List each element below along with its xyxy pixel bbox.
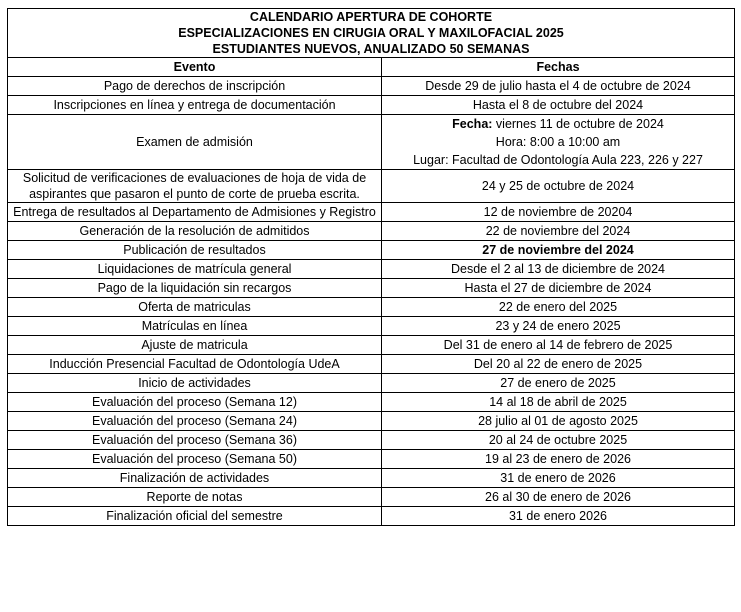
fecha-cell: 27 de noviembre del 2024 bbox=[382, 241, 735, 260]
fecha-cell: 31 de enero 2026 bbox=[382, 507, 735, 526]
exam-place-line: Lugar: Facultad de Odontología Aula 223, 226 y 227 bbox=[413, 153, 703, 167]
evento-cell: Evaluación del proceso (Semana 50) bbox=[8, 450, 382, 469]
fecha-cell: 28 julio al 01 de agosto 2025 bbox=[382, 412, 735, 431]
title-line-3: ESTUDIANTES NUEVOS, ANUALIZADO 50 SEMANAS bbox=[212, 42, 530, 56]
fecha-cell: 19 al 23 de enero de 2026 bbox=[382, 450, 735, 469]
table-row bbox=[8, 336, 735, 355]
evento-cell: Inicio de actividades bbox=[8, 374, 382, 393]
calendar-table bbox=[7, 8, 735, 526]
table-row bbox=[8, 222, 735, 241]
table-row bbox=[8, 279, 735, 298]
fecha-cell bbox=[382, 115, 735, 170]
evento-cell: Generación de la resolución de admitidos bbox=[8, 222, 382, 241]
fecha-cell: Del 20 al 22 de enero de 2025 bbox=[382, 355, 735, 374]
evento-cell: Evaluación del proceso (Semana 36) bbox=[8, 431, 382, 450]
table-row bbox=[8, 317, 735, 336]
table-row bbox=[8, 469, 735, 488]
evento-cell: Inscripciones en línea y entrega de documentación bbox=[8, 96, 382, 115]
table-row bbox=[8, 260, 735, 279]
evento-cell: Matrículas en línea bbox=[8, 317, 382, 336]
fecha-cell: 23 y 24 de enero 2025 bbox=[382, 317, 735, 336]
title-line-1: CALENDARIO APERTURA DE COHORTE bbox=[249, 10, 493, 24]
fecha-cell: Del 31 de enero al 14 de febrero de 2025 bbox=[382, 336, 735, 355]
fecha-cell: 20 al 24 de octubre 2025 bbox=[382, 431, 735, 450]
column-header-fechas: Fechas bbox=[382, 58, 735, 77]
table-row bbox=[8, 488, 735, 507]
fecha-cell: 22 de enero del 2025 bbox=[382, 298, 735, 317]
fecha-cell: 31 de enero de 2026 bbox=[382, 469, 735, 488]
evento-cell: Liquidaciones de matrícula general bbox=[8, 260, 382, 279]
table-row bbox=[8, 393, 735, 412]
fecha-cell: 24 y 25 de octubre de 2024 bbox=[382, 170, 735, 203]
column-header-row bbox=[8, 58, 735, 77]
table-row bbox=[8, 412, 735, 431]
evento-cell: Evaluación del proceso (Semana 12) bbox=[8, 393, 382, 412]
evento-cell: Pago de la liquidación sin recargos bbox=[8, 279, 382, 298]
fecha-cell: Hasta el 8 de octubre del 2024 bbox=[382, 96, 735, 115]
fecha-cell: 22 de noviembre del 2024 bbox=[382, 222, 735, 241]
table-row bbox=[8, 507, 735, 526]
evento-cell: Oferta de matriculas bbox=[8, 298, 382, 317]
table-row bbox=[8, 298, 735, 317]
table-row bbox=[8, 431, 735, 450]
table-row bbox=[8, 203, 735, 222]
table-row bbox=[8, 450, 735, 469]
evento-cell: Finalización de actividades bbox=[8, 469, 382, 488]
evento-cell: Publicación de resultados bbox=[8, 241, 382, 260]
table-row bbox=[8, 115, 735, 170]
evento-cell: Solicitud de verificaciones de evaluaciones de hoja de vida de aspirantes que pasaron el punto de corte de prueba escrita. bbox=[8, 170, 382, 203]
fecha-cell: Hasta el 27 de diciembre de 2024 bbox=[382, 279, 735, 298]
exam-date-value: viernes 11 de octubre de 2024 bbox=[492, 117, 664, 131]
evento-cell: Ajuste de matricula bbox=[8, 336, 382, 355]
table-row bbox=[8, 96, 735, 115]
evento-cell: Reporte de notas bbox=[8, 488, 382, 507]
exam-time-line: Hora: 8:00 a 10:00 am bbox=[495, 135, 621, 149]
title-line-2: ESPECIALIZACIONES EN CIRUGIA ORAL Y MAXILOFACIAL 2025 bbox=[178, 26, 564, 40]
fecha-cell: Desde 29 de julio hasta el 4 de octubre de 2024 bbox=[382, 77, 735, 96]
fecha-cell: 14 al 18 de abril de 2025 bbox=[382, 393, 735, 412]
table-row bbox=[8, 374, 735, 393]
evento-cell: Examen de admisión bbox=[8, 115, 382, 170]
table-row bbox=[8, 355, 735, 374]
fecha-cell: 12 de noviembre de 20204 bbox=[382, 203, 735, 222]
column-header-evento: Evento bbox=[8, 58, 382, 77]
exam-date-label: Fecha: bbox=[452, 117, 493, 131]
fecha-cell: 27 de enero de 2025 bbox=[382, 374, 735, 393]
evento-cell: Entrega de resultados al Departamento de Admisiones y Registro bbox=[8, 203, 382, 222]
fecha-cell: 26 al 30 de enero de 2026 bbox=[382, 488, 735, 507]
fecha-cell: Desde el 2 al 13 de diciembre de 2024 bbox=[382, 260, 735, 279]
title-row bbox=[8, 9, 735, 58]
table-row bbox=[8, 241, 735, 260]
evento-cell: Inducción Presencial Facultad de Odontología UdeA bbox=[8, 355, 382, 374]
table-row bbox=[8, 170, 735, 203]
table-row bbox=[8, 77, 735, 96]
evento-cell: Pago de derechos de inscripción bbox=[8, 77, 382, 96]
title-cell bbox=[8, 9, 735, 58]
exam-date-line bbox=[386, 115, 730, 133]
evento-cell: Evaluación del proceso (Semana 24) bbox=[8, 412, 382, 431]
evento-cell: Finalización oficial del semestre bbox=[8, 507, 382, 526]
